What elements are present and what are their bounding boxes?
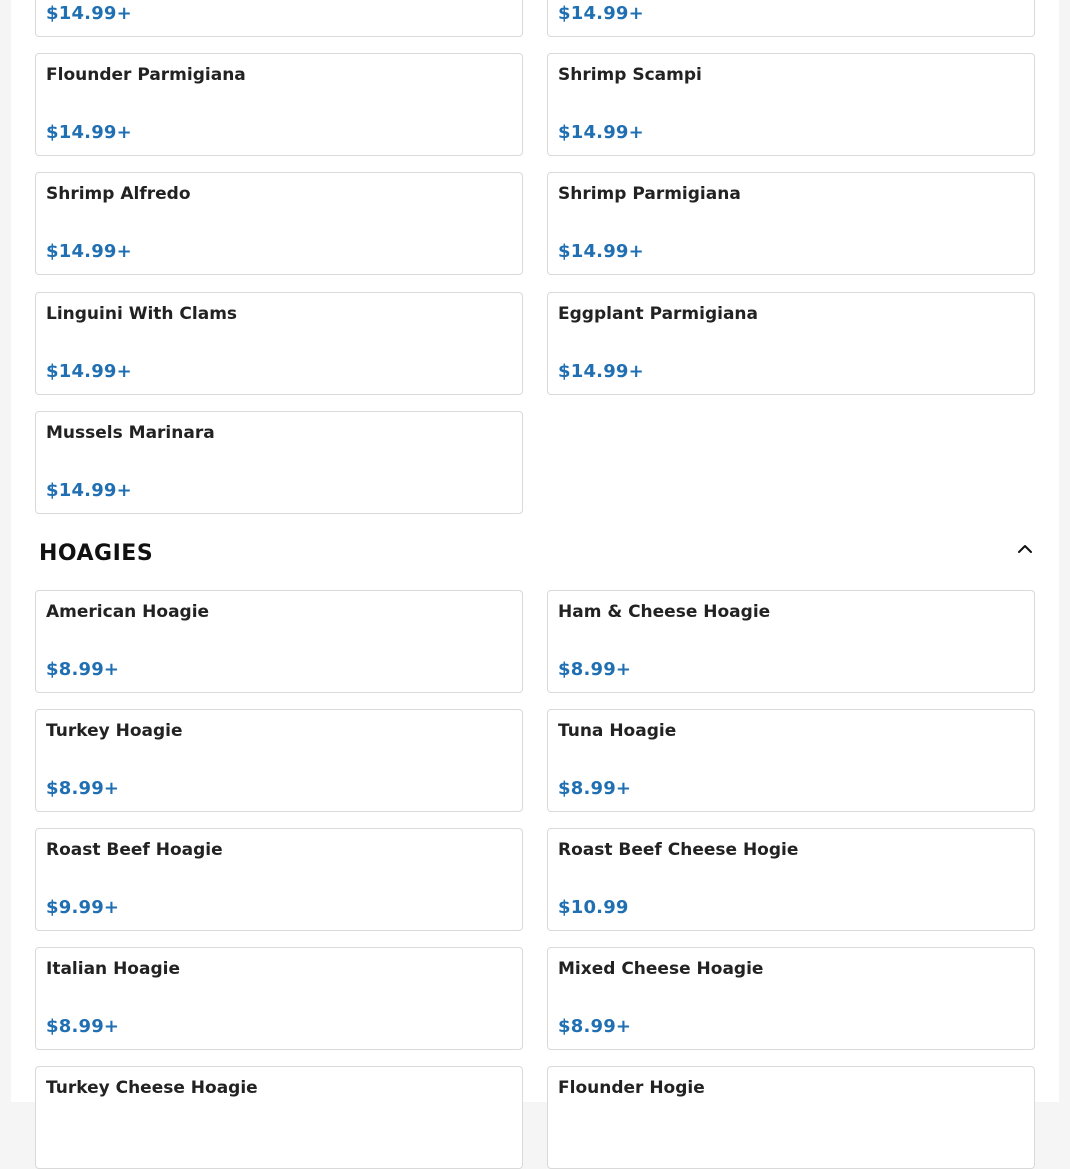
menu-item-price: $14.99+ [46, 3, 132, 24]
menu-item-price: $14.99+ [46, 122, 132, 143]
menu-item-name: Tuna Hoagie [558, 721, 677, 741]
menu-item-name: Roast Beef Hoagie [46, 840, 223, 860]
menu-item-card[interactable] [35, 1066, 523, 1169]
menu-item-name: Roast Beef Cheese Hogie [558, 840, 799, 860]
menu-item-price: $14.99+ [46, 361, 132, 382]
menu-item-price: $8.99+ [558, 778, 632, 799]
menu-item-card[interactable] [35, 53, 523, 156]
menu-item-price: $8.99+ [558, 659, 632, 680]
menu-item-name: Turkey Cheese Hoagie [46, 1078, 258, 1098]
menu-item-price: $14.99+ [46, 241, 132, 262]
menu-item-name: Italian Hoagie [46, 959, 180, 979]
menu-item-card[interactable] [547, 709, 1035, 812]
chevron-up-icon[interactable] [1015, 540, 1035, 560]
menu-item-price: $8.99+ [558, 1016, 632, 1037]
menu-item-card[interactable] [547, 292, 1035, 395]
menu-item-card[interactable] [35, 709, 523, 812]
section-header-hoagies [39, 540, 1035, 572]
menu-item-price: $14.99+ [558, 241, 644, 262]
menu-item-name: Eggplant Parmigiana [558, 304, 759, 324]
menu-item-price: $14.99+ [558, 122, 644, 143]
section-title: HOAGIES [39, 541, 154, 566]
menu-item-name: Ham & Cheese Hoagie [558, 602, 771, 622]
menu-item-price: $14.99+ [558, 361, 644, 382]
menu-page [11, 0, 1059, 1102]
menu-item-name: American Hoagie [46, 602, 210, 622]
menu-item-card[interactable] [547, 828, 1035, 931]
menu-item-name: Flounder Hogie [558, 1078, 705, 1098]
menu-item-card[interactable] [547, 53, 1035, 156]
menu-item-name: Mussels Marinara [46, 423, 215, 443]
menu-item-card[interactable] [35, 828, 523, 931]
menu-item-card[interactable] [547, 590, 1035, 693]
menu-item-price: $8.99+ [46, 659, 120, 680]
menu-item-price: $8.99+ [46, 778, 120, 799]
menu-item-card[interactable] [547, 0, 1035, 37]
menu-item-card[interactable] [35, 947, 523, 1050]
menu-item-price: $8.99+ [46, 1016, 120, 1037]
menu-item-card[interactable] [35, 172, 523, 275]
menu-item-name: Flounder Parmigiana [46, 65, 246, 85]
menu-item-card[interactable] [547, 172, 1035, 275]
menu-item-card[interactable] [547, 1066, 1035, 1169]
menu-item-name: Shrimp Scampi [558, 65, 702, 85]
menu-item-price: $10.99 [558, 897, 629, 918]
menu-item-card[interactable] [35, 411, 523, 514]
menu-item-name: Turkey Hoagie [46, 721, 183, 741]
menu-item-card[interactable] [35, 590, 523, 693]
menu-item-card[interactable] [35, 0, 523, 37]
menu-item-card[interactable] [35, 292, 523, 395]
menu-item-price: $14.99+ [558, 3, 644, 24]
menu-item-name: Mixed Cheese Hoagie [558, 959, 764, 979]
menu-item-name: Linguini With Clams [46, 304, 238, 324]
menu-item-price: $9.99+ [46, 897, 120, 918]
menu-item-name: Shrimp Parmigiana [558, 184, 741, 204]
menu-item-price: $14.99+ [46, 480, 132, 501]
menu-item-card[interactable] [547, 947, 1035, 1050]
menu-item-name: Shrimp Alfredo [46, 184, 191, 204]
